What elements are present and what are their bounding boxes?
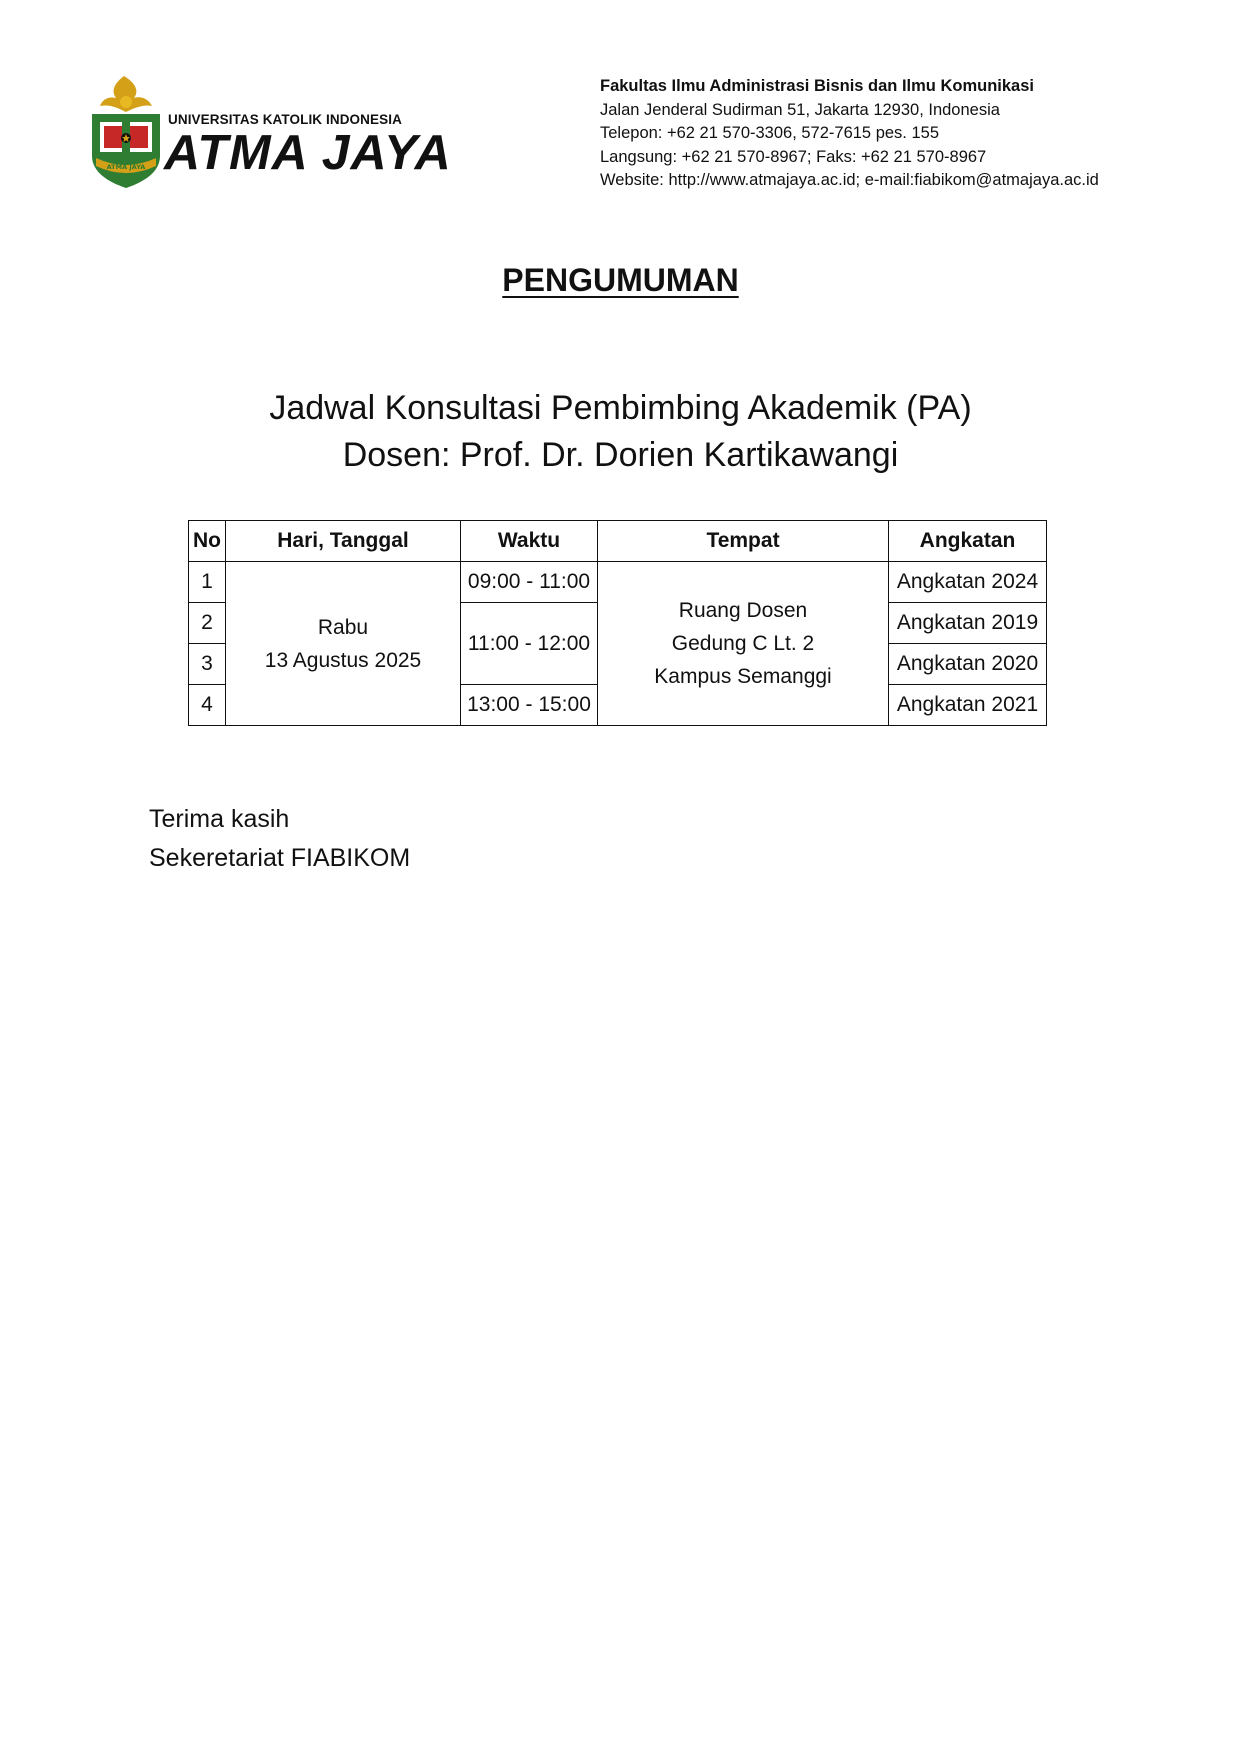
faculty-telepon: Telepon: +62 21 570-3306, 572-7615 pes. 155 <box>600 124 939 142</box>
row-no: 1 <box>189 562 226 603</box>
row-no: 4 <box>189 685 226 726</box>
university-logo <box>86 72 452 190</box>
lecturer-name: Dosen: Prof. Dr. Dorien Kartikawangi <box>342 436 899 474</box>
announcement-title-text: PENGUMUMAN <box>502 262 739 298</box>
faculty-website: Website: http://www.atmajaya.ac.id; e-mail:fiabikom@atmajaya.ac.id <box>600 171 1099 189</box>
closing-signature: Sekeretariat FIABIKOM <box>149 844 411 872</box>
header-tempat: Tempat <box>598 521 889 562</box>
table-row <box>189 562 1047 603</box>
faculty-contact-block <box>600 75 1099 193</box>
tanggal: 13 Agustus 2025 <box>264 648 422 672</box>
tempat-line-1: Ruang Dosen <box>678 599 808 622</box>
announcement-title <box>0 262 1241 299</box>
schedule-table <box>188 520 1047 726</box>
hari: Rabu <box>317 615 369 639</box>
header-hari-tanggal: Hari, Tanggal <box>226 521 461 562</box>
row-no: 3 <box>189 644 226 685</box>
table-header-row <box>189 521 1047 562</box>
faculty-address: Jalan Jenderal Sudirman 51, Jakarta 12930, Indonesia <box>600 100 1000 119</box>
university-name: ATMA JAYA <box>164 124 452 180</box>
schedule-subtitle <box>0 385 1241 479</box>
schedule-heading: Jadwal Konsultasi Pembimbing Akademik (PA) <box>269 389 972 427</box>
row-angkatan: Angkatan 2021 <box>889 685 1047 726</box>
row-waktu: 09:00 - 11:00 <box>461 562 598 603</box>
atma-jaya-emblem-icon <box>86 72 166 190</box>
tempat-cell <box>598 562 889 726</box>
row-angkatan: Angkatan 2020 <box>889 644 1047 685</box>
hari-tanggal-cell <box>226 562 461 726</box>
closing-block <box>149 800 410 878</box>
header-angkatan: Angkatan <box>889 521 1047 562</box>
header-waktu: Waktu <box>461 521 598 562</box>
row-no: 2 <box>189 603 226 644</box>
university-subtitle: UNIVERSITAS KATOLIK INDONESIA <box>168 112 402 127</box>
row-waktu: 13:00 - 15:00 <box>461 685 598 726</box>
header-no: No <box>189 521 226 562</box>
faculty-langsung: Langsung: +62 21 570-8967; Faks: +62 21 570-8967 <box>600 147 987 166</box>
closing-thanks: Terima kasih <box>149 805 290 833</box>
tempat-line-2: Gedung C Lt. 2 <box>671 632 815 655</box>
row-waktu: 11:00 - 12:00 <box>461 603 598 685</box>
faculty-name: Fakultas Ilmu Administrasi Bisnis dan Ilmu Komunikasi <box>600 77 1034 95</box>
row-angkatan: Angkatan 2019 <box>889 603 1047 644</box>
tempat-line-3: Kampus Semanggi <box>654 665 832 688</box>
row-angkatan: Angkatan 2024 <box>889 562 1047 603</box>
emblem-banner-text: ATMA JAYA <box>106 163 146 171</box>
